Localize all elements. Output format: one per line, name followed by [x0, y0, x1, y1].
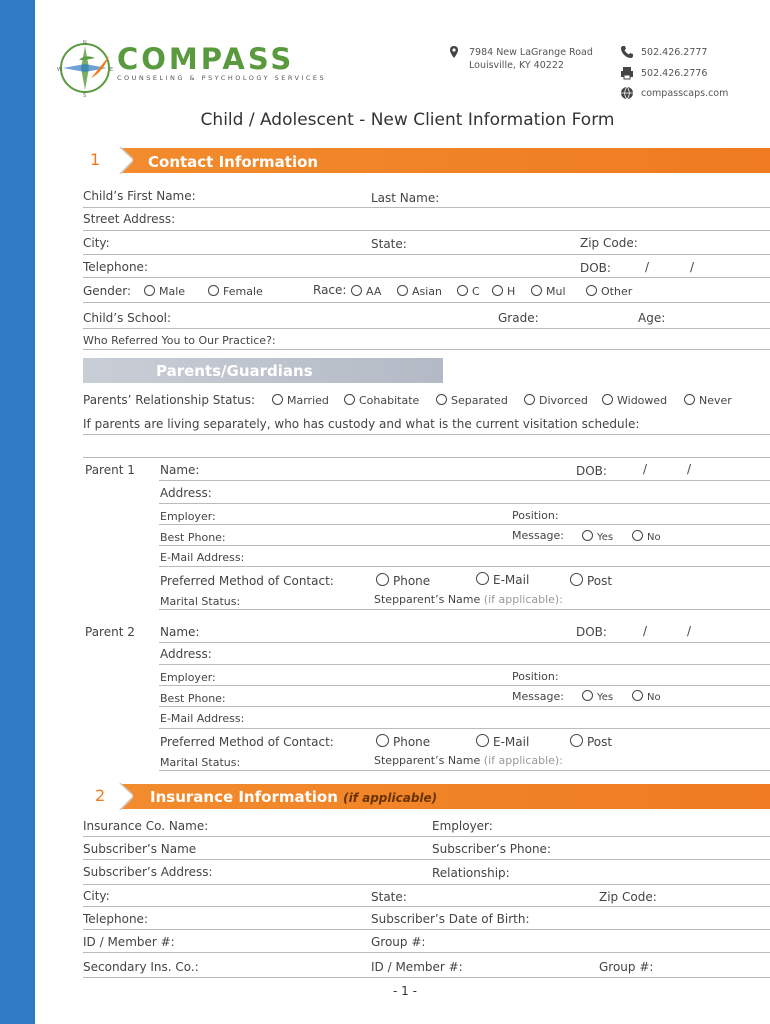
- race-mul-radio[interactable]: Mul: [531, 285, 566, 298]
- last-name-label: Last Name:: [371, 191, 440, 205]
- relationship-status-label: Parents’ Relationship Status:: [83, 393, 256, 407]
- parent2-contact-phone-radio[interactable]: Phone: [376, 734, 430, 749]
- logo-name: COMPASS: [117, 42, 295, 76]
- section-number-1: 1: [90, 150, 101, 169]
- parent2-message-no-radio[interactable]: No: [632, 690, 661, 703]
- insurance-employer-label: Employer:: [432, 819, 493, 833]
- grade-label: Grade:: [498, 311, 539, 325]
- phone-number: 502.426.2777: [641, 47, 708, 58]
- globe-icon: [620, 86, 634, 100]
- parent2-best-phone-label: Best Phone:: [160, 692, 226, 705]
- zip-label: Zip Code:: [580, 236, 638, 250]
- parent2-message-label: Message:: [512, 690, 564, 703]
- subscriber-dob-label: Subscriber’s Date of Birth:: [371, 912, 530, 926]
- svg-text:W: W: [57, 67, 62, 73]
- race-label: Race:: [313, 283, 347, 297]
- parent2-heading: Parent 2: [85, 625, 135, 639]
- section-number-tab: [83, 783, 133, 810]
- secondary-group-label: Group #:: [599, 960, 654, 974]
- parent1-address-label: Address:: [160, 486, 212, 500]
- address-line-2: Louisville, KY 40222: [469, 60, 564, 71]
- location-pin-icon: [447, 45, 461, 59]
- insurance-city-label: City:: [83, 889, 110, 903]
- race-aa-radio[interactable]: AA: [351, 285, 381, 298]
- status-divorced-radio[interactable]: Divorced: [524, 394, 588, 407]
- contact-section-title: Contact Information: [148, 153, 319, 171]
- parent1-contact-phone-radio[interactable]: Phone: [376, 573, 430, 588]
- age-label: Age:: [638, 311, 666, 325]
- parent2-marital-label: Marital Status:: [160, 756, 241, 769]
- status-separated-radio[interactable]: Separated: [436, 394, 508, 407]
- parent1-best-phone-label: Best Phone:: [160, 531, 226, 544]
- status-cohabitate-radio[interactable]: Cohabitate: [344, 394, 419, 407]
- relationship-label: Relationship:: [432, 866, 510, 880]
- race-other-radio[interactable]: Other: [586, 285, 632, 298]
- parent1-employer-label: Employer:: [160, 510, 216, 523]
- parent1-contact-post-radio[interactable]: Post: [570, 573, 612, 588]
- secondary-ins-label: Secondary Ins. Co.:: [83, 960, 199, 974]
- parent1-email-label: E-Mail Address:: [160, 551, 245, 564]
- custody-question: If parents are living separately, who has custody and what is the current visitation schedule:: [83, 417, 640, 431]
- telephone-label: Telephone:: [83, 260, 148, 274]
- dob-label: DOB:: [580, 261, 611, 275]
- race-c-radio[interactable]: C: [457, 285, 480, 298]
- parent1-message-label: Message:: [512, 529, 564, 542]
- phone-icon: [620, 45, 634, 59]
- form-title: Child / Adolescent - New Client Information Form: [200, 110, 615, 130]
- subscriber-address-label: Subscriber’s Address:: [83, 865, 213, 879]
- parent1-position-label: Position:: [512, 509, 559, 522]
- parent1-stepparent-label: Stepparent’s Name (if applicable):: [374, 593, 563, 606]
- school-label: Child’s School:: [83, 311, 172, 325]
- group-label: Group #:: [371, 935, 426, 949]
- gender-female-radio[interactable]: Female: [208, 285, 263, 298]
- left-sidebar-strip: [0, 0, 35, 1024]
- subscriber-name-label: Subscriber’s Name: [83, 842, 197, 856]
- parent1-name-label: Name:: [160, 463, 200, 477]
- form-page: N W E S COMPASS COUNSELING & PSYCHOLOGY SERVICES 7984 New LaGrange Road Louisville, KY 40222 502.426.2777 502.426.2776 compasscaps.com Child / Adolescent - New Client Information Form 1 Contact Information Child’s First Name: Last Name: Street Address: City: State: Zip Code: Telephone: DOB: / / Gender: Male Female Race: AA Asian C H Mul Other Child’s School: Grade: Age: Who Referred You to Our Practice?: Parents/Guardians Parents’ Relationship Status: Married Cohabitate Separated Divorced Widowed Never If parents are living separately, who has custody and what is the current visitation schedule: Parent 1 Name: DOB: / / Address: Employer: Position: Best Phone: Message: Yes No E-Mail Address: Preferred Method of Contact: Phone E-Mail Post Marital Status: Stepparent’s Name (if applicable): Parent 2 Name: DOB: / / Address: Employer: Position: Best Phone: Message: Yes No E-Mail Address: Preferred Method of Contact: Phone E-Mail Post Marital Status: Stepparent’s Name (if applicable): 2 Insurance Information (if applicable) Insurance Co. Name: Employer: Subscriber’s Name Subscriber’s Phone: Subscriber’s Address: Relationship: City: State: Zip Code: Telephone: Subscriber’s Date of Birth: ID / Member #: Group #: Secondary Ins. Co.: ID / Member #: Group #: - 1 -: [35, 0, 770, 1024]
- parent2-name-label: Name:: [160, 625, 200, 639]
- compass-logo-icon: [55, 38, 115, 98]
- parent2-stepparent-label: Stepparent’s Name (if applicable):: [374, 754, 563, 767]
- race-asian-radio[interactable]: Asian: [397, 285, 442, 298]
- state-label: State:: [371, 237, 407, 251]
- insurance-telephone-label: Telephone:: [83, 912, 148, 926]
- status-widowed-radio[interactable]: Widowed: [602, 394, 667, 407]
- insurance-zip-label: Zip Code:: [599, 890, 657, 904]
- status-married-radio[interactable]: Married: [272, 394, 329, 407]
- parent1-preferred-label: Preferred Method of Contact:: [160, 574, 334, 588]
- insurance-state-label: State:: [371, 890, 407, 904]
- subscriber-phone-label: Subscriber’s Phone:: [432, 842, 551, 856]
- parent1-message-no-radio[interactable]: No: [632, 530, 661, 543]
- parent2-contact-email-radio[interactable]: E-Mail: [476, 734, 529, 749]
- website[interactable]: compasscaps.com: [641, 88, 729, 99]
- street-label: Street Address:: [83, 212, 176, 226]
- city-label: City:: [83, 236, 110, 250]
- address-line-1: 7984 New LaGrange Road: [469, 47, 593, 58]
- page-number: - 1 -: [393, 984, 417, 998]
- parent1-contact-email-radio[interactable]: E-Mail: [476, 572, 529, 587]
- first-name-label: Child’s First Name:: [83, 189, 196, 203]
- parent2-contact-post-radio[interactable]: Post: [570, 734, 612, 749]
- parent1-marital-label: Marital Status:: [160, 595, 241, 608]
- parent2-message-yes-radio[interactable]: Yes: [582, 690, 613, 703]
- parent2-preferred-label: Preferred Method of Contact:: [160, 735, 334, 749]
- parent1-dob-label: DOB:: [576, 464, 607, 478]
- secondary-member-id-label: ID / Member #:: [371, 960, 463, 974]
- insurance-section-title: Insurance Information (if applicable): [150, 788, 438, 806]
- referred-label: Who Referred You to Our Practice?:: [83, 334, 276, 347]
- logo-tagline: COUNSELING & PSYCHOLOGY SERVICES: [117, 74, 327, 82]
- fax-icon: [620, 66, 634, 80]
- svg-text:S: S: [83, 93, 87, 98]
- fax-number: 502.426.2776: [641, 68, 708, 79]
- parents-section-title: Parents/Guardians: [156, 362, 313, 380]
- parent2-email-label: E-Mail Address:: [160, 712, 245, 725]
- parent2-employer-label: Employer:: [160, 671, 216, 684]
- parent2-dob-label: DOB:: [576, 625, 607, 639]
- parent2-address-label: Address:: [160, 647, 212, 661]
- gender-label: Gender:: [83, 284, 132, 298]
- status-never-radio[interactable]: Never: [684, 394, 732, 407]
- parent1-heading: Parent 1: [85, 463, 135, 477]
- insurance-company-label: Insurance Co. Name:: [83, 819, 209, 833]
- svg-text:N: N: [83, 40, 87, 46]
- parent1-message-yes-radio[interactable]: Yes: [582, 530, 613, 543]
- parent2-position-label: Position:: [512, 670, 559, 683]
- section-number-2: 2: [95, 786, 106, 805]
- member-id-label: ID / Member #:: [83, 935, 175, 949]
- svg-text:E: E: [110, 67, 114, 73]
- race-h-radio[interactable]: H: [492, 285, 515, 298]
- gender-male-radio[interactable]: Male: [144, 285, 185, 298]
